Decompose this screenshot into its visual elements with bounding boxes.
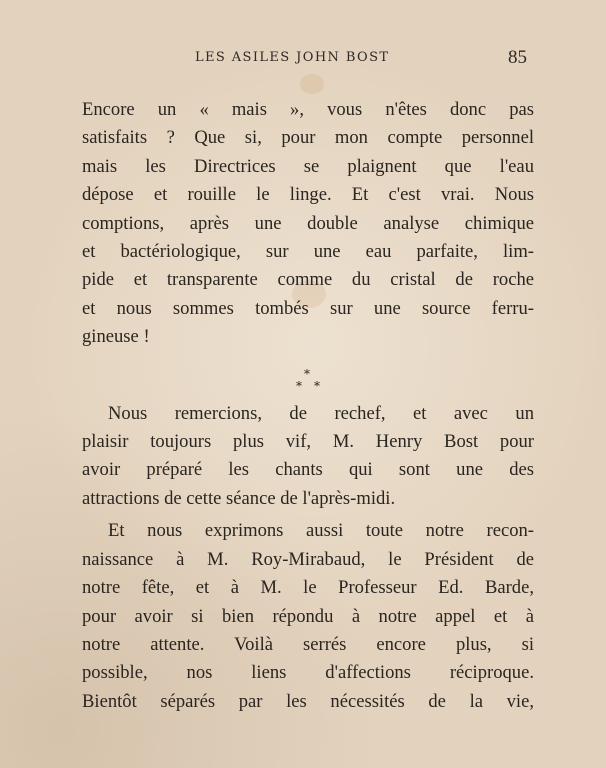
text-line: avoir préparé les chants qui sont une des (82, 459, 534, 481)
text-line: Bientôt séparés par les nécessités de la vie, (82, 690, 534, 712)
text-line: satisfaits ? Que si, pour mon compte personnel (82, 127, 534, 149)
text-line: dépose et rouille le linge. Et c'est vrai. Nous (82, 184, 534, 206)
text-line: gineuse ! (82, 326, 150, 348)
text-line: Encore un « mais », vous n'êtes donc pas (82, 99, 534, 120)
text-line: pide et transparente comme du cristal de roche (82, 269, 534, 291)
paper-stain (300, 74, 324, 94)
text-line: pour avoir si bien répondu à notre appel et à (82, 605, 534, 627)
text-line: et nous sommes tombés sur une source ferru- (82, 297, 534, 319)
asterism-star: * (304, 366, 310, 381)
text-line: naissance à M. Roy-Mirabaud, le Président de (82, 548, 534, 570)
page-header (0, 47, 606, 72)
body-text (82, 96, 534, 716)
page-number: 85 (508, 47, 527, 68)
text-line: possible, nos liens d'affections réciproque. (82, 662, 534, 684)
asterism-star: * (314, 378, 320, 393)
text-line: notre attente. Voilà serrés encore plus, si (82, 633, 534, 655)
text-line: Et nous exprimons aussi toute notre recon- (108, 520, 534, 542)
running-head: LES ASILES JOHN BOST (195, 50, 390, 65)
text-line: comptions, après une double analyse chimique (82, 212, 534, 234)
text-line: notre fête, et à M. le Professeur Ed. Barde, (82, 577, 534, 599)
text-line: mais les Directrices se plaignent que l'eau (82, 155, 534, 177)
text-line: plaisir toujours plus vif, M. Henry Bost pour (82, 431, 534, 453)
text-line: Nous remercions, de rechef, et avec un (108, 402, 534, 424)
text-line: et bactériologique, sur une eau parfaite, lim- (82, 241, 534, 263)
asterism-star: * (296, 378, 302, 393)
text-line: attractions de cette séance de l'après-midi. (82, 487, 396, 509)
asterism-separator (82, 356, 534, 396)
